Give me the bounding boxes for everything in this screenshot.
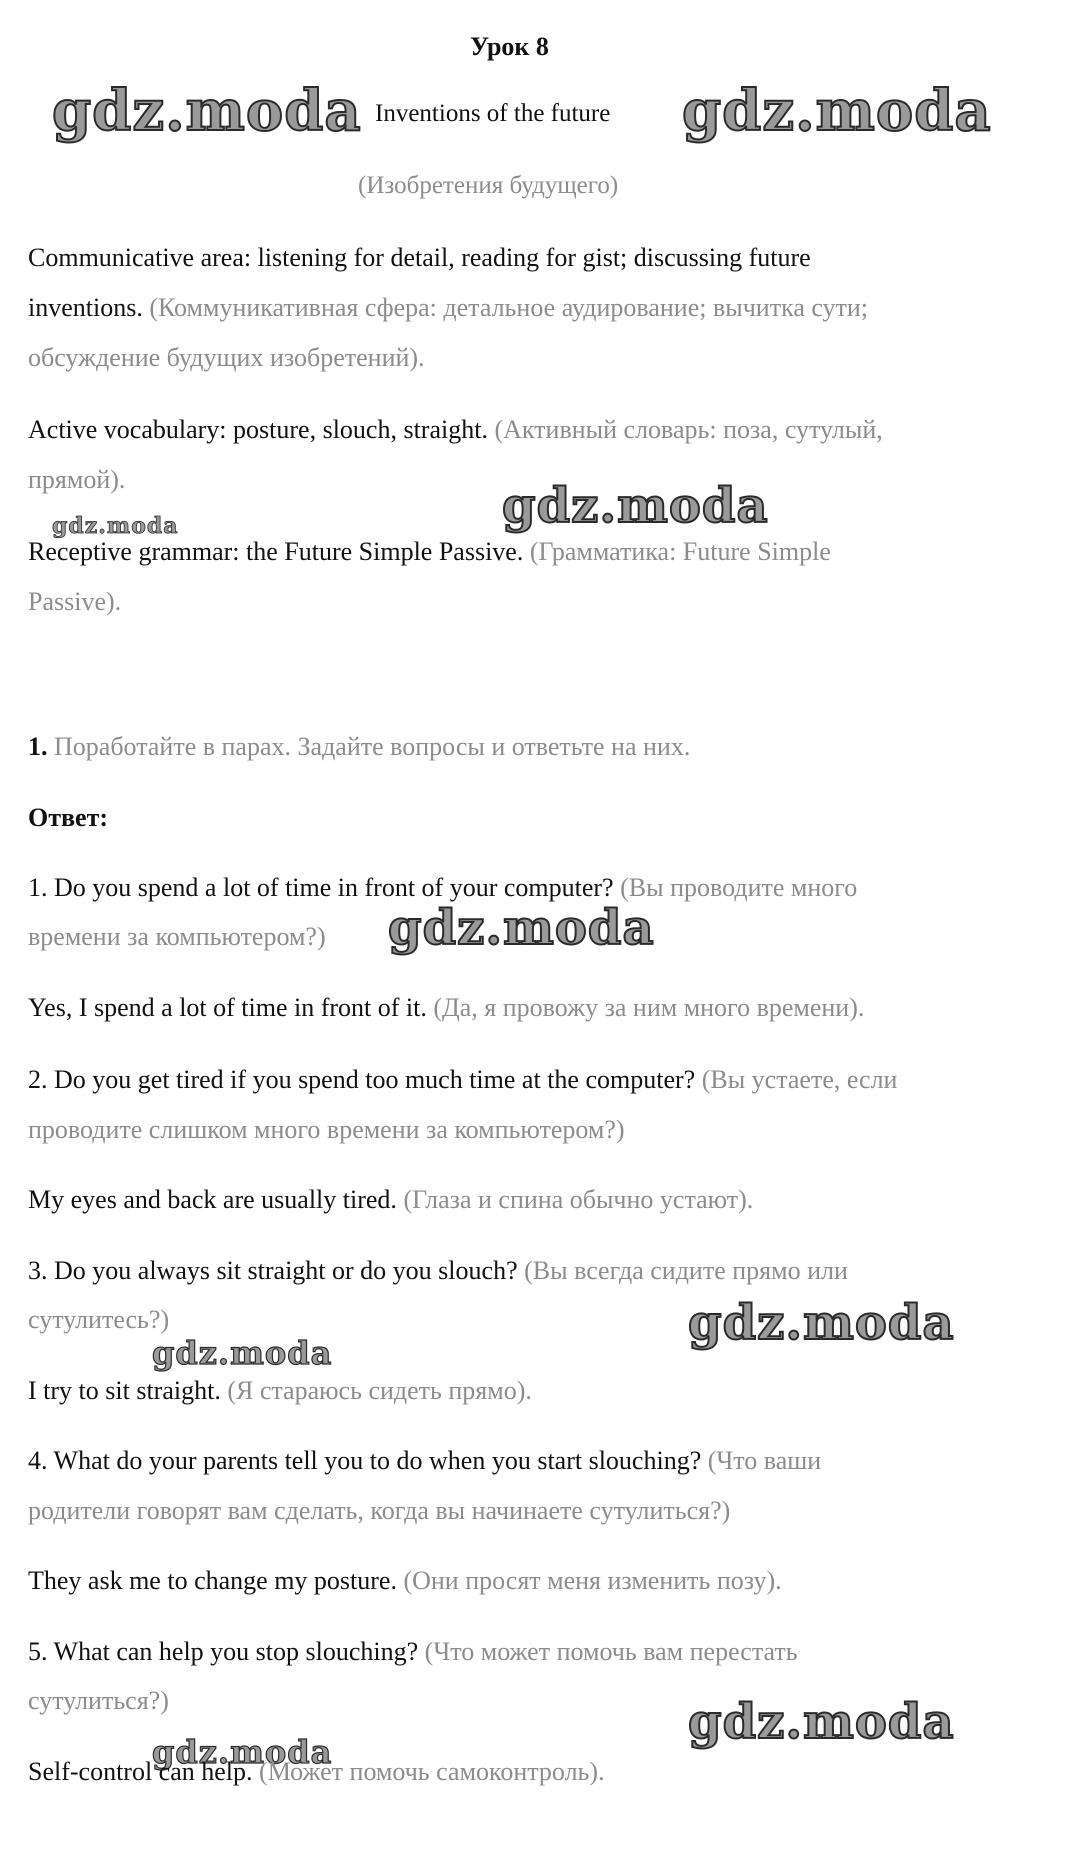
answer-2-ru: (Глаза и спина обычно устают). [403,1185,754,1214]
answer-3 [28,1376,532,1406]
question-4-ru-2: родители говорят вам сделать, когда вы начинаете сутулиться?) [28,1496,731,1525]
question-3 [28,1256,848,1286]
lesson-title: Урок 8 [470,32,549,61]
answer-label: Ответ: [28,803,109,832]
question-5-ru: (Что может помочь вам перестать [424,1637,798,1666]
communicative-area-line-2 [28,293,868,323]
question-1-ru: (Вы проводите много [620,873,858,902]
question-3-en: 3. Do you always sit straight or do you slouch? [28,1256,518,1285]
answer-1-ru: (Да, я провожу за ним много времени). [433,993,865,1022]
question-2-en: 2. Do you get tired if you spend too much time at the computer? [28,1065,696,1094]
watermark-logo: gdz.moda [688,1295,955,1351]
grammar-ru-2: Passive). [28,587,122,616]
communicative-area-ru-1: (Коммуникативная сфера: детальное аудирование; вычитка сути; [149,293,869,322]
topic-title-ru: (Изобретения будущего) [358,172,619,199]
communicative-area-en-2: inventions. [28,293,143,322]
topic-title-en: Inventions of the future [375,100,611,127]
answer-5-ru: (Может помочь самоконтроль). [259,1757,605,1786]
question-1 [28,873,857,903]
question-5 [28,1637,798,1667]
answer-3-en: I try to sit straight. [28,1376,221,1405]
question-5-ru-2: сутулиться?) [28,1686,169,1715]
question-2 [28,1065,897,1095]
watermark-logo: gdz.moda [52,78,362,144]
grammar-en: Receptive grammar: the Future Simple Passive. [28,537,524,566]
grammar-line-1 [28,537,831,567]
watermark-logo: gdz.moda [152,1334,333,1372]
answer-5 [28,1757,605,1787]
task-number: 1. [28,732,48,761]
answer-2-en: My eyes and back are usually tired. [28,1185,397,1214]
question-1-en: 1. Do you spend a lot of time in front of your computer? [28,873,614,902]
question-5-en: 5. What can help you stop slouching? [28,1637,419,1666]
watermark-logo: gdz.moda [388,900,655,956]
vocabulary-ru-1: (Активный словарь: поза, сутулый, [494,415,883,444]
answer-3-ru: (Я стараюсь сидеть прямо). [227,1376,532,1405]
question-4-ru: (Что ваши [707,1446,822,1475]
watermark-logo: gdz.moda [502,478,769,534]
vocabulary-en: Active vocabulary: posture, slouch, straight. [28,415,488,444]
vocabulary-ru-2: прямой). [28,465,126,494]
grammar-ru-1: (Грамматика: Future Simple [529,537,831,566]
task-text: Поработайте в парах. Задайте вопросы и ответьте на них. [54,732,691,761]
question-4-en: 4. What do your parents tell you to do when you start slouching? [28,1446,702,1475]
question-1-ru-2: времени за компьютером?) [28,922,326,951]
vocabulary-line-1 [28,415,883,445]
watermark-logo: gdz.moda [682,78,992,144]
answer-5-en: Self-control can help. [28,1757,253,1786]
communicative-area-ru-2: обсуждение будущих изобретений). [28,343,425,372]
answer-4 [28,1566,782,1596]
watermark-logo: gdz.moda [152,1733,333,1771]
task-instruction [28,732,690,762]
answer-4-ru: (Они просят меня изменить позу). [403,1566,782,1595]
question-2-ru-2: проводите слишком много времени за компьютером?) [28,1115,625,1144]
question-4 [28,1446,821,1476]
question-3-ru: (Вы всегда сидите прямо или [524,1256,848,1285]
answer-1-en: Yes, I spend a lot of time in front of it. [28,993,427,1022]
answer-2 [28,1185,753,1215]
watermark-logo: gdz.moda [688,1694,955,1750]
question-2-ru: (Вы устаете, если [701,1065,898,1094]
question-3-ru-2: сутулитесь?) [28,1305,170,1334]
answer-1 [28,993,864,1023]
communicative-area-en-1: Communicative area: listening for detail, reading for gist; discussing future [28,243,811,272]
watermark-logo: gdz.moda [52,513,179,539]
answer-4-en: They ask me to change my posture. [28,1566,397,1595]
